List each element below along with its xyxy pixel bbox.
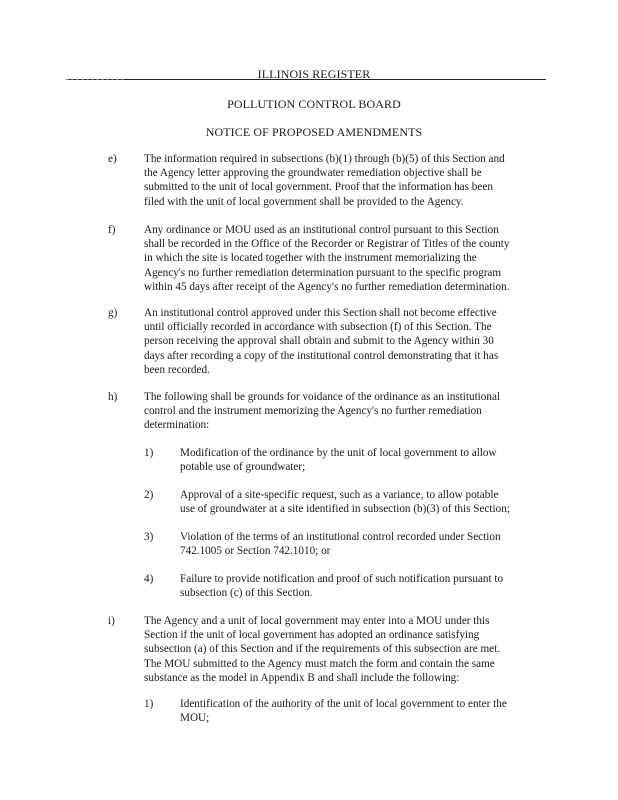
text-line: submitted to the unit of local government. Proof that the information has been: [144, 181, 493, 194]
text-line: The following shall be grounds for voidance of the ordinance as an institutional: [144, 391, 501, 403]
board-title: POLLUTION CONTROL BOARD: [227, 97, 401, 111]
register-title: ILLINOIS REGISTER: [257, 67, 371, 81]
text-line: An institutional control approved under this Section shall not become effective: [144, 307, 497, 319]
header-rule: [66, 79, 546, 80]
subsection-label: 1): [144, 698, 154, 710]
text-line: until officially recorded in accordance with subsection (f) of this Section. The: [144, 321, 492, 334]
text-line: The MOU submitted to the Agency must match the form and contain the same: [144, 657, 495, 670]
subsection-label: 3): [144, 531, 154, 543]
subsection-label: 2): [144, 489, 154, 501]
subsection-text: [180, 697, 507, 725]
text-line: in which the site is located together with the instrument memorializing the: [144, 252, 477, 265]
section-label: i): [108, 615, 115, 627]
subsection-text: [180, 572, 503, 600]
text-line: MOU;: [180, 712, 210, 725]
text-line: potable use of groundwater;: [180, 461, 306, 474]
text-line: subsection (a) of this Section and if the requirements of this subsection are met.: [144, 643, 501, 656]
subsection-text: [180, 446, 497, 474]
subsection-text: [180, 530, 501, 558]
text-line: Approval of a site-specific request, such as a variance, to allow potable: [180, 489, 499, 501]
text-line: days after recording a copy of the institutional control demonstrating that it has: [144, 349, 499, 362]
subsection-label: 4): [144, 573, 154, 585]
text-line: Modification of the ordinance by the unit of local government to allow: [180, 447, 497, 459]
section-text: [144, 223, 510, 294]
section-label: e): [108, 153, 117, 165]
section-label: f): [108, 224, 116, 236]
text-line: control and the instrument memorizing the Agency's no further remediation: [144, 405, 482, 418]
text-line: The Agency and a unit of local government may enter into a MOU under this: [144, 615, 490, 627]
text-line: filed with the unit of local government shall be provided to the Agency.: [144, 195, 464, 208]
text-line: subsection (c) of this Section.: [180, 587, 313, 600]
text-line: 742.1005 or Section 742.1010; or: [180, 545, 331, 558]
section-label: g): [108, 307, 118, 319]
text-line: Failure to provide notification and proof of such notification pursuant to: [180, 573, 504, 585]
text-line: determination:: [144, 419, 210, 432]
text-line: Violation of the terms of an institutional control recorded under Section: [180, 531, 501, 543]
text-line: The information required in subsections (b)(1) through (b)(5) of this Section and: [144, 153, 505, 165]
text-line: the Agency letter approving the groundwater remediation objective shall be: [144, 167, 482, 180]
section-label: h): [108, 391, 118, 403]
section-text: [144, 390, 500, 433]
text-line: substance as the model in Appendix B and shall include the following:: [144, 671, 460, 684]
text-line: person receiving the approval shall obtain and submit to the Agency within 30: [144, 335, 494, 348]
section-text: [144, 306, 498, 377]
text-line: been recorded.: [144, 363, 210, 376]
section-text: [144, 614, 500, 685]
subsection-text: [180, 488, 510, 516]
text-line: use of groundwater at a site identified in subsection (b)(3) of this Section;: [180, 503, 510, 516]
section-text: [144, 152, 505, 209]
text-line: shall be recorded in the Office of the Recorder or Registrar of Titles of the county: [144, 238, 510, 251]
text-line: Agency's no further remediation determination pursuant to the specific program: [144, 266, 502, 279]
text-line: Section if the unit of local government has adopted an ordinance satisfying: [144, 629, 480, 642]
notice-title: NOTICE OF PROPOSED AMENDMENTS: [205, 125, 423, 139]
text-line: within 45 days after receipt of the Agency's no further remediation determination.: [144, 280, 510, 293]
subsection-label: 1): [144, 447, 154, 459]
text-line: Any ordinance or MOU used as an institutional control pursuant to this Section: [144, 224, 499, 236]
text-line: Identification of the authority of the unit of local government to enter the: [180, 698, 507, 710]
